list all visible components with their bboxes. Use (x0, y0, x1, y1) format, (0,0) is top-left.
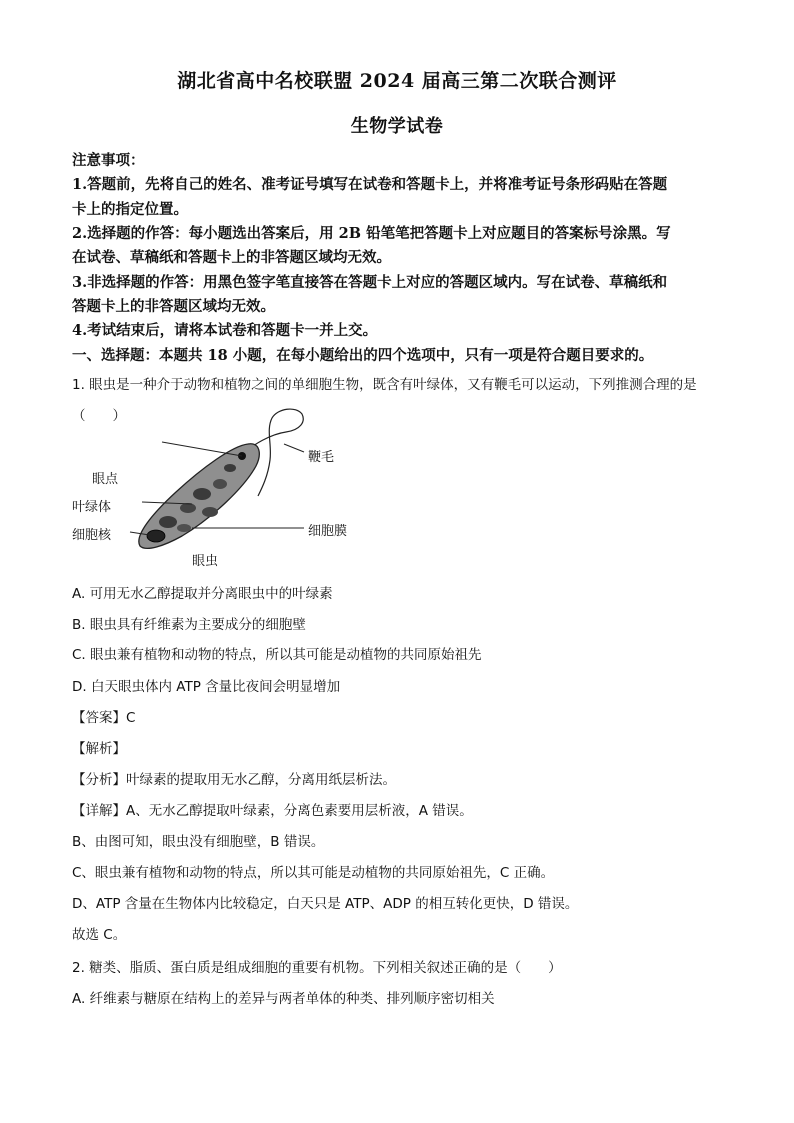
q1-option-c: C. 眼虫兼有植物和动物的特点，所以其可能是动植物的共同原始祖先 (72, 647, 482, 663)
exam-title: 湖北省高中名校联盟 2024 届高三第二次联合测评 (177, 70, 617, 92)
figure-label-eyespot: 眼点 (92, 472, 119, 487)
q1-detail-c: C、眼虫兼有植物和动物的特点，所以其可能是动植物的共同原始祖先，C 正确。 (72, 865, 555, 881)
figure-label-membrane: 细胞膜 (308, 524, 348, 539)
figure-label-chloroplast: 叶绿体 (72, 500, 112, 515)
notice-item-3-line-1: 3.非选择题的作答：用黑色签字笔直接答在答题卡上对应的答题区域内。写在试卷、草稿纸和 (72, 274, 668, 291)
q2-stem: 2. 糖类、脂质、蛋白质是组成细胞的重要有机物。下列相关叙述正确的是（ ） (72, 960, 562, 976)
notice-item-1-line-2: 卡上的指定位置。 (72, 201, 188, 218)
q1-answer: 【答案】C (72, 710, 136, 726)
q1-conclusion: 故选 C。 (72, 927, 127, 943)
figure-label-nucleus: 细胞核 (72, 528, 112, 543)
q1-stem-line-2: （ ） (72, 408, 126, 424)
notice-item-2-line-2: 在试卷、草稿纸和答题卡上的非答题区域均无效。 (72, 249, 391, 266)
figure-caption: 眼虫 (192, 554, 219, 569)
q1-detail-b: B、由图可知，眼虫没有细胞壁，B 错误。 (72, 834, 325, 850)
section-1-heading: 一、选择题：本题共 18 小题，在每小题给出的四个选项中，只有一项是符合题目要求的。 (72, 347, 654, 364)
q2-option-a: A. 纤维素与糖原在结构上的差异与两者单体的种类、排列顺序密切相关 (72, 991, 495, 1007)
notice-item-1-line-1: 1.答题前，先将自己的姓名、准考证号填写在试卷和答题卡上，并将准考证号条形码贴在答题 (72, 176, 668, 193)
euglena-illustration (72, 404, 372, 570)
q1-option-d: D. 白天眼虫体内 ATP 含量比夜间会明显增加 (72, 679, 341, 695)
q1-stem-line-1: 1. 眼虫是一种介于动物和植物之间的单细胞生物，既含有叶绿体，又有鞭毛可以运动，下列推测合理的是 (72, 377, 697, 393)
figure-label-flagellum: 鞭毛 (308, 450, 335, 465)
notice-item-4: 4.考试结束后，请将本试卷和答题卡一并上交。 (72, 322, 378, 339)
q1-option-b: B. 眼虫具有纤维素为主要成分的细胞壁 (72, 617, 306, 633)
q1-analysis: 【分析】叶绿素的提取用无水乙醇，分离用纸层析法。 (72, 772, 396, 788)
q1-option-a: A. 可用无水乙醇提取并分离眼虫中的叶绿素 (72, 586, 333, 602)
q1-detail-a: 【详解】A、无水乙醇提取叶绿素，分离色素要用层析液，A 错误。 (72, 803, 473, 819)
exam-subtitle: 生物学试卷 (350, 116, 444, 137)
q1-detail-d: D、ATP 含量在生物体内比较稳定，白天只是 ATP、ADP 的相互转化更快，D 错误。 (72, 896, 579, 912)
notice-heading: 注意事项： (72, 152, 145, 169)
notice-item-3-line-2: 答题卡上的非答题区域均无效。 (72, 298, 275, 315)
euglena-figure (72, 404, 372, 570)
q1-analysis-heading: 【解析】 (72, 741, 126, 757)
notice-item-2-line-1: 2.选择题的作答：每小题选出答案后，用 2B 铅笔笔把答题卡上对应题目的答案标号涂黑。写 (72, 225, 671, 242)
